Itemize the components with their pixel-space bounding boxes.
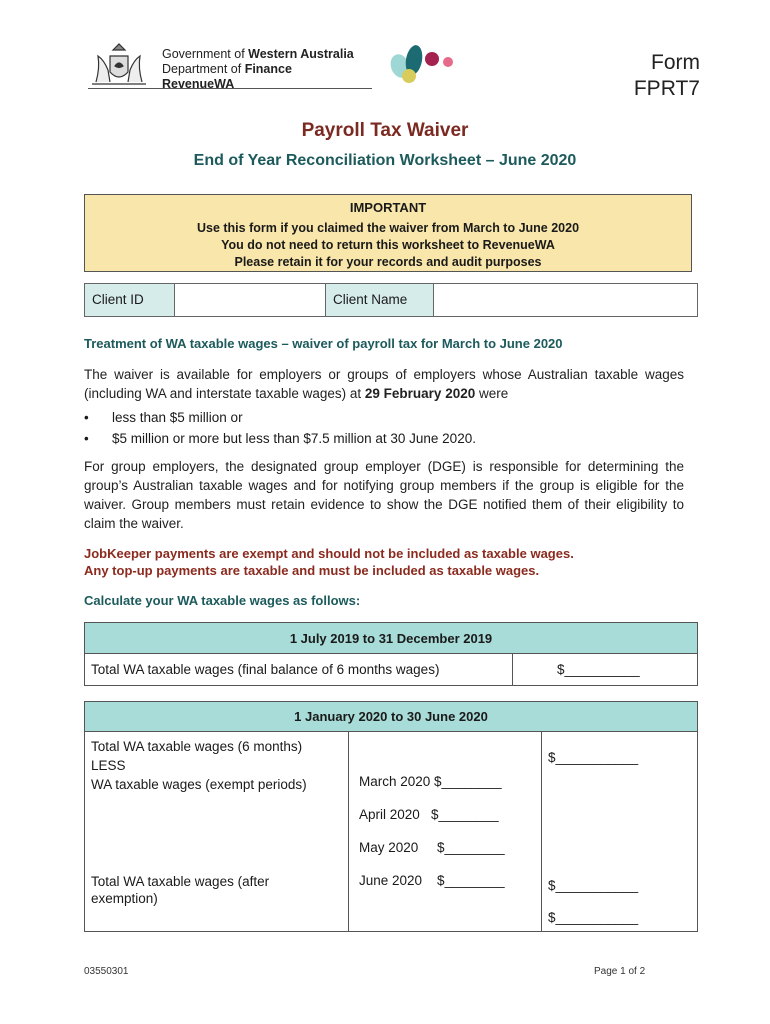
second-half-heading: 1 January 2020 to 30 June 2020 bbox=[85, 702, 698, 732]
client-id-field[interactable] bbox=[174, 284, 326, 316]
client-id-label: Client ID bbox=[85, 284, 174, 316]
revenuewa-logo-icon bbox=[386, 42, 464, 86]
total-wages-label: Total WA taxable wages (6 months) bbox=[91, 739, 303, 754]
jobkeeper-note: JobKeeper payments are exempt and should not be included as taxable wages. Any top-up payments are taxable and must be included as taxable wages. bbox=[84, 546, 574, 578]
first-half-label: Total WA taxable wages (final balance of 6 months wages) bbox=[85, 654, 513, 686]
bullet-item: • $5 million or more but less than $7.5 million at 30 June 2020. bbox=[84, 431, 476, 446]
form-label: Form bbox=[651, 51, 700, 74]
important-line: Please retain it for your records and audit purposes bbox=[234, 255, 542, 269]
important-line: You do not need to return this worksheet to RevenueWA bbox=[221, 238, 555, 252]
client-name-field[interactable] bbox=[433, 284, 697, 316]
month-field-march[interactable]: March 2020 $________ bbox=[359, 774, 502, 789]
group-employer-paragraph: For group employers, the designated group employer (DGE) is responsible for determining the group’s Australian taxable wages and for notifying group members if the group is eligible for the waiver. Group members must retain evidence to show the DGE notified them of their eligibility to claim the waiver. bbox=[84, 459, 684, 531]
second-half-labels bbox=[85, 732, 349, 932]
treatment-heading: Treatment of WA taxable wages – waiver of payroll tax for March to June 2020 bbox=[84, 336, 563, 351]
month-field-june[interactable]: June 2020 $________ bbox=[359, 873, 505, 888]
first-half-value-field[interactable]: $__________ bbox=[513, 654, 698, 686]
month-field-may[interactable]: May 2020 $________ bbox=[359, 840, 505, 855]
eligibility-paragraph: The waiver is available for employers or groups of employers whose Australian taxable wages (including WA and interstate taxable wages) at 29 February 2020 were bbox=[84, 367, 684, 401]
exempt-wages-label: WA taxable wages (exempt periods) bbox=[91, 777, 307, 792]
month-field-april[interactable]: April 2020 $________ bbox=[359, 807, 499, 822]
client-details-row bbox=[84, 283, 698, 317]
first-half-heading: 1 July 2019 to 31 December 2019 bbox=[85, 623, 698, 654]
page-number: Page 1 of 2 bbox=[594, 966, 646, 977]
important-notice bbox=[84, 194, 692, 272]
page-subtitle: End of Year Reconciliation Worksheet – June 2020 bbox=[193, 152, 577, 169]
second-half-values bbox=[542, 732, 698, 932]
second-half-table bbox=[84, 701, 698, 932]
less-label: LESS bbox=[91, 758, 126, 773]
after-exemption-label: Total WA taxable wages (after exemption) bbox=[91, 874, 270, 906]
important-heading: IMPORTANT bbox=[349, 200, 427, 215]
form-code: FPRT7 bbox=[633, 77, 700, 100]
page-title: Payroll Tax Waiver bbox=[301, 120, 469, 141]
exempt-total-value-field[interactable]: $___________ bbox=[548, 878, 639, 893]
calculate-heading: Calculate your WA taxable wages as follows: bbox=[84, 593, 361, 608]
agency-block: Government of Western Australia Department of Finance RevenueWA bbox=[162, 47, 354, 91]
important-line: Use this form if you claimed the waiver from March to June 2020 bbox=[196, 221, 580, 235]
client-name-label: Client Name bbox=[326, 284, 433, 316]
after-exemption-value-field[interactable]: $___________ bbox=[548, 910, 639, 925]
form-number: 03550301 bbox=[84, 966, 129, 977]
total-wages-value-field[interactable]: $___________ bbox=[548, 750, 639, 765]
exempt-months-cell bbox=[349, 732, 542, 932]
bullet-item: • less than $5 million or bbox=[84, 410, 243, 425]
form-identifier bbox=[634, 50, 700, 102]
wa-coat-of-arms-icon bbox=[88, 42, 150, 92]
first-half-table bbox=[84, 622, 698, 686]
